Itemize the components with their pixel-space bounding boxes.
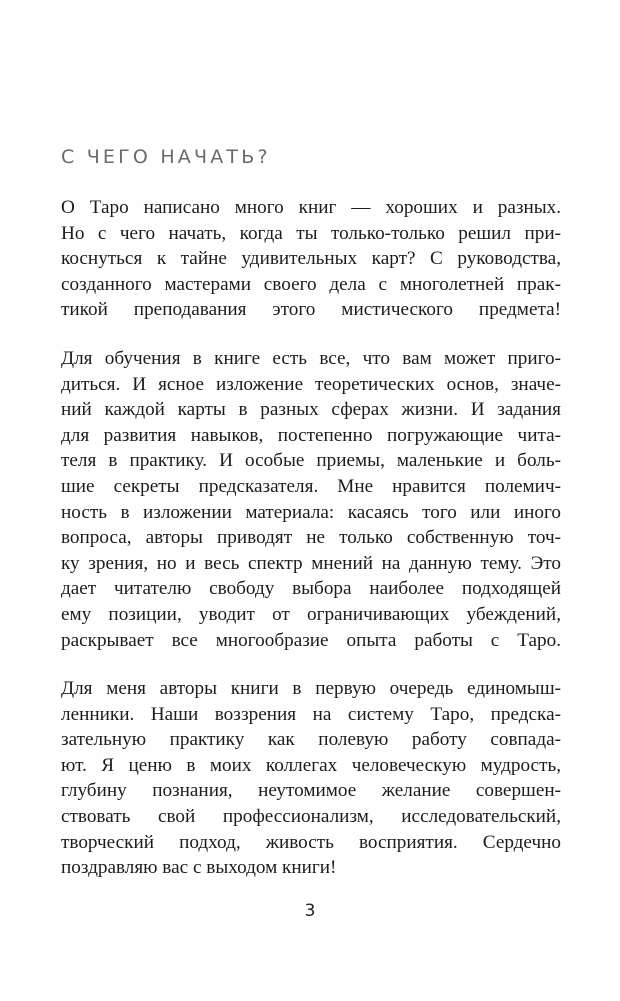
text-line: Для меня авторы книги в первую очередь единомыш-: [61, 678, 561, 699]
text-line: ют. Я ценю в моих коллегах человеческую мудрость,: [61, 754, 561, 776]
text-line: шие секреты предсказателя. Мне нравится полемич-: [61, 475, 561, 497]
text-line: созданного мастерами своего дела с многолетней прак-: [61, 273, 561, 295]
text-line: ку зрения, но и весь спектр мнений на данную тему. Это: [61, 552, 561, 574]
paragraph-3: [61, 676, 561, 881]
text-line: тикой преподавания этого мистического предмета!: [61, 299, 561, 321]
text-line: ность в изложении материала: касаясь того или иного: [61, 501, 561, 523]
text-line: диться. И ясное изложение теоретических основ, значе-: [61, 373, 561, 395]
text-line: О Таро написано много книг — хороших и разных.: [61, 197, 561, 218]
section-heading: С ЧЕГО НАЧАТЬ?: [61, 146, 271, 168]
text-line: ему позиции, уводит от ограничивающих убеждений,: [61, 603, 561, 625]
text-line: дает читателю свободу выбора наиболее подходящей: [61, 578, 561, 600]
text-line: ний каждой карты в разных сферах жизни. И задания: [61, 399, 561, 421]
text-line: для развития навыков, постепенно погружающие чита-: [61, 424, 561, 446]
text-line: раскрывает все многообразие опыта работы с Таро.: [61, 629, 561, 651]
text-line: теля в практику. И особые приемы, маленькие и боль-: [61, 450, 561, 472]
text-line: коснуться к тайне удивительных карт? С руководства,: [61, 248, 561, 270]
text-line: зательную практику как полевую работу совпада-: [61, 729, 561, 751]
text-line: Но с чего начать, когда ты только-только решил при-: [61, 222, 561, 244]
text-line: ленники. Наши воззрения на систему Таро, предска-: [61, 703, 561, 725]
text-line: поздравляю вас с выходом книги!: [61, 857, 337, 879]
text-line: ствовать свой профессионализм, исследовательский,: [61, 805, 561, 827]
text-line: творческий подход, живость восприятия. Сердечно: [61, 831, 561, 853]
paragraph-2: [61, 346, 561, 653]
text-line: глубину познания, неутомимое желание совершен-: [61, 780, 561, 802]
page-number: 3: [304, 901, 316, 921]
text-line: Для обучения в книге есть все, что вам может приго-: [61, 348, 561, 369]
text-line: вопроса, авторы приводят не только собственную точ-: [61, 527, 561, 549]
paragraph-1: [61, 195, 561, 323]
